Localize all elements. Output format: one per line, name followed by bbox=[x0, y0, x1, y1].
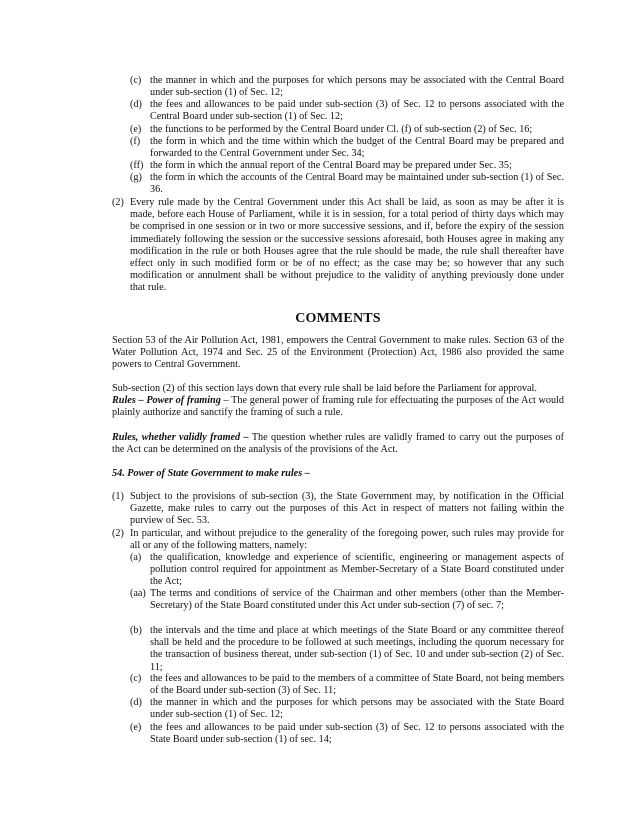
item-marker: (a) bbox=[130, 552, 142, 563]
paragraph-body: – The general power of framing rule for effectuating the purposes of the Act would plainly authorize and sanctify the framing of such a rule. bbox=[112, 395, 565, 419]
item-text: the fees and allowances to be paid to the members of a committee of State Board, not being members of the Board under sub-section (3) of Sec. 11; bbox=[150, 673, 564, 697]
item-marker: (f) bbox=[130, 136, 141, 147]
list-item bbox=[130, 124, 564, 136]
item-marker: (d) bbox=[130, 697, 142, 708]
item-text: the form in which the annual report of the Central Board may be prepared under Sec. 35; bbox=[150, 160, 512, 171]
list-item bbox=[130, 172, 564, 196]
list-item bbox=[130, 136, 564, 160]
list-item bbox=[130, 588, 564, 612]
section-54-clause-2 bbox=[112, 528, 564, 552]
clause-marker: (2) bbox=[112, 197, 124, 208]
list-item bbox=[130, 75, 564, 99]
section-54-clause-1 bbox=[112, 491, 564, 528]
item-marker: (b) bbox=[130, 625, 142, 636]
rules-power-paragraph bbox=[112, 395, 564, 419]
item-text: the fees and allowances to be paid under sub-section (3) of Sec. 12 to persons associated with the Central Board under sub-section (1) of Sec. 12; bbox=[150, 99, 564, 123]
comment-paragraph: Section 53 of the Air Pollution Act, 1981, empowers the Central Government to make rules. Section 63 of the Water Pollution Act, 1974 and Sec. 25 of the Environment (Protection) Act, 1986 also provided the same powers to Central Government. bbox=[112, 335, 564, 371]
item-marker: (g) bbox=[130, 172, 142, 183]
list-item bbox=[130, 99, 564, 123]
list-item bbox=[130, 552, 564, 589]
item-marker: (aa) bbox=[130, 588, 146, 599]
item-marker: (e) bbox=[130, 124, 142, 135]
item-marker: (c) bbox=[130, 673, 142, 684]
section-54-title: 54. Power of State Government to make rules – bbox=[112, 468, 310, 479]
clause-marker: (2) bbox=[112, 528, 124, 539]
paragraph-title: Rules – Power of framing bbox=[112, 395, 221, 406]
list-item bbox=[130, 673, 564, 697]
item-text: the manner in which and the purposes for which persons may be associated with the State Board under sub-section (1) of Sec. 12; bbox=[150, 697, 564, 721]
comment-paragraph: Sub-section (2) of this section lays down that every rule shall be laid before the Parliament for approval. bbox=[112, 383, 537, 394]
clause-marker: (1) bbox=[112, 491, 124, 502]
clause-text: Subject to the provisions of sub-section (3), the State Government may, by notification in the Official Gazette, make rules to carry out the purposes of this Act in respect of matters not failing within the purview of Sec. 53. bbox=[130, 491, 564, 527]
list-item bbox=[130, 160, 564, 172]
item-text: the functions to be performed by the Central Board under Cl. (f) of sub-section (2) of Sec. 16; bbox=[150, 124, 533, 135]
item-marker: (e) bbox=[130, 722, 142, 733]
item-text: the form in which and the time within which the budget of the Central Board may be prepared and forwarded to the Central Government under Sec. 34; bbox=[150, 136, 564, 160]
rules-valid-paragraph bbox=[112, 432, 564, 456]
item-text: The terms and conditions of service of the Chairman and other members (other than the Member-Secretary) of the State Board constituted under this Act under sub-section (7) of sec. 7; bbox=[150, 588, 564, 612]
item-marker: (c) bbox=[130, 75, 142, 86]
list-item bbox=[130, 697, 564, 721]
item-text: the fees and allowances to be paid under sub-section (3) of Sec. 12 to persons associated with the State Board under sub-section (1) of sec. 14; bbox=[150, 722, 564, 746]
clause-text: Every rule made by the Central Government under this Act shall be laid, as soon as may be after it is made, before each House of Parliament, while it is in session, for a total period of thirty days which may be comprised in one session or in two or more successive sessions, and if, before the expiry of the session immediately following the session or the successive sessions aforesaid, both Houses agree in making any modification in the rule or both Houses agree that the rule should be made, the rule shall thereafter have effect only in such modified form or be of no effect; as the case may be; so however that any such modification or annulment shall be without prejudice to the validity of anything previously done under that rule. bbox=[130, 197, 564, 294]
item-text: the manner in which and the purposes for which persons may be associated with the Central Board under sub-section (1) of Sec. 12; bbox=[150, 75, 564, 99]
item-marker: (ff) bbox=[130, 160, 144, 171]
paragraph-body: The question whether rules are validly framed to carry out the purposes of the Act can be determined on the analysis of the provisions of the Act. bbox=[112, 432, 564, 456]
comments-heading: COMMENTS bbox=[295, 311, 381, 326]
item-marker: (d) bbox=[130, 99, 142, 110]
item-text: the intervals and the time and place at which meetings of the State Board or any committee thereof shall be held and the procedure to be followed at such meetings, including the quorum necessary for the transaction of business thereat, under sub-section (1) of Sec. 10 and under sub-section (2) of Sec. 11; bbox=[150, 625, 564, 673]
clause-text: In particular, and without prejudice to the generality of the foregoing power, such rules may provide for all or any of the following matters, namely: bbox=[130, 528, 564, 552]
clause-2 bbox=[112, 197, 564, 295]
list-item bbox=[130, 722, 564, 746]
list-item bbox=[130, 625, 564, 674]
item-text: the form in which the accounts of the Central Board may be maintained under sub-section (1) of Sec. 36. bbox=[150, 172, 564, 196]
item-text: the qualification, knowledge and experience of scientific, engineering or management aspects of pollution control required for appointment as Member-Secretary of a State Board constituted under the Act; bbox=[150, 552, 564, 588]
paragraph-title: Rules, whether validly framed – bbox=[112, 432, 249, 443]
